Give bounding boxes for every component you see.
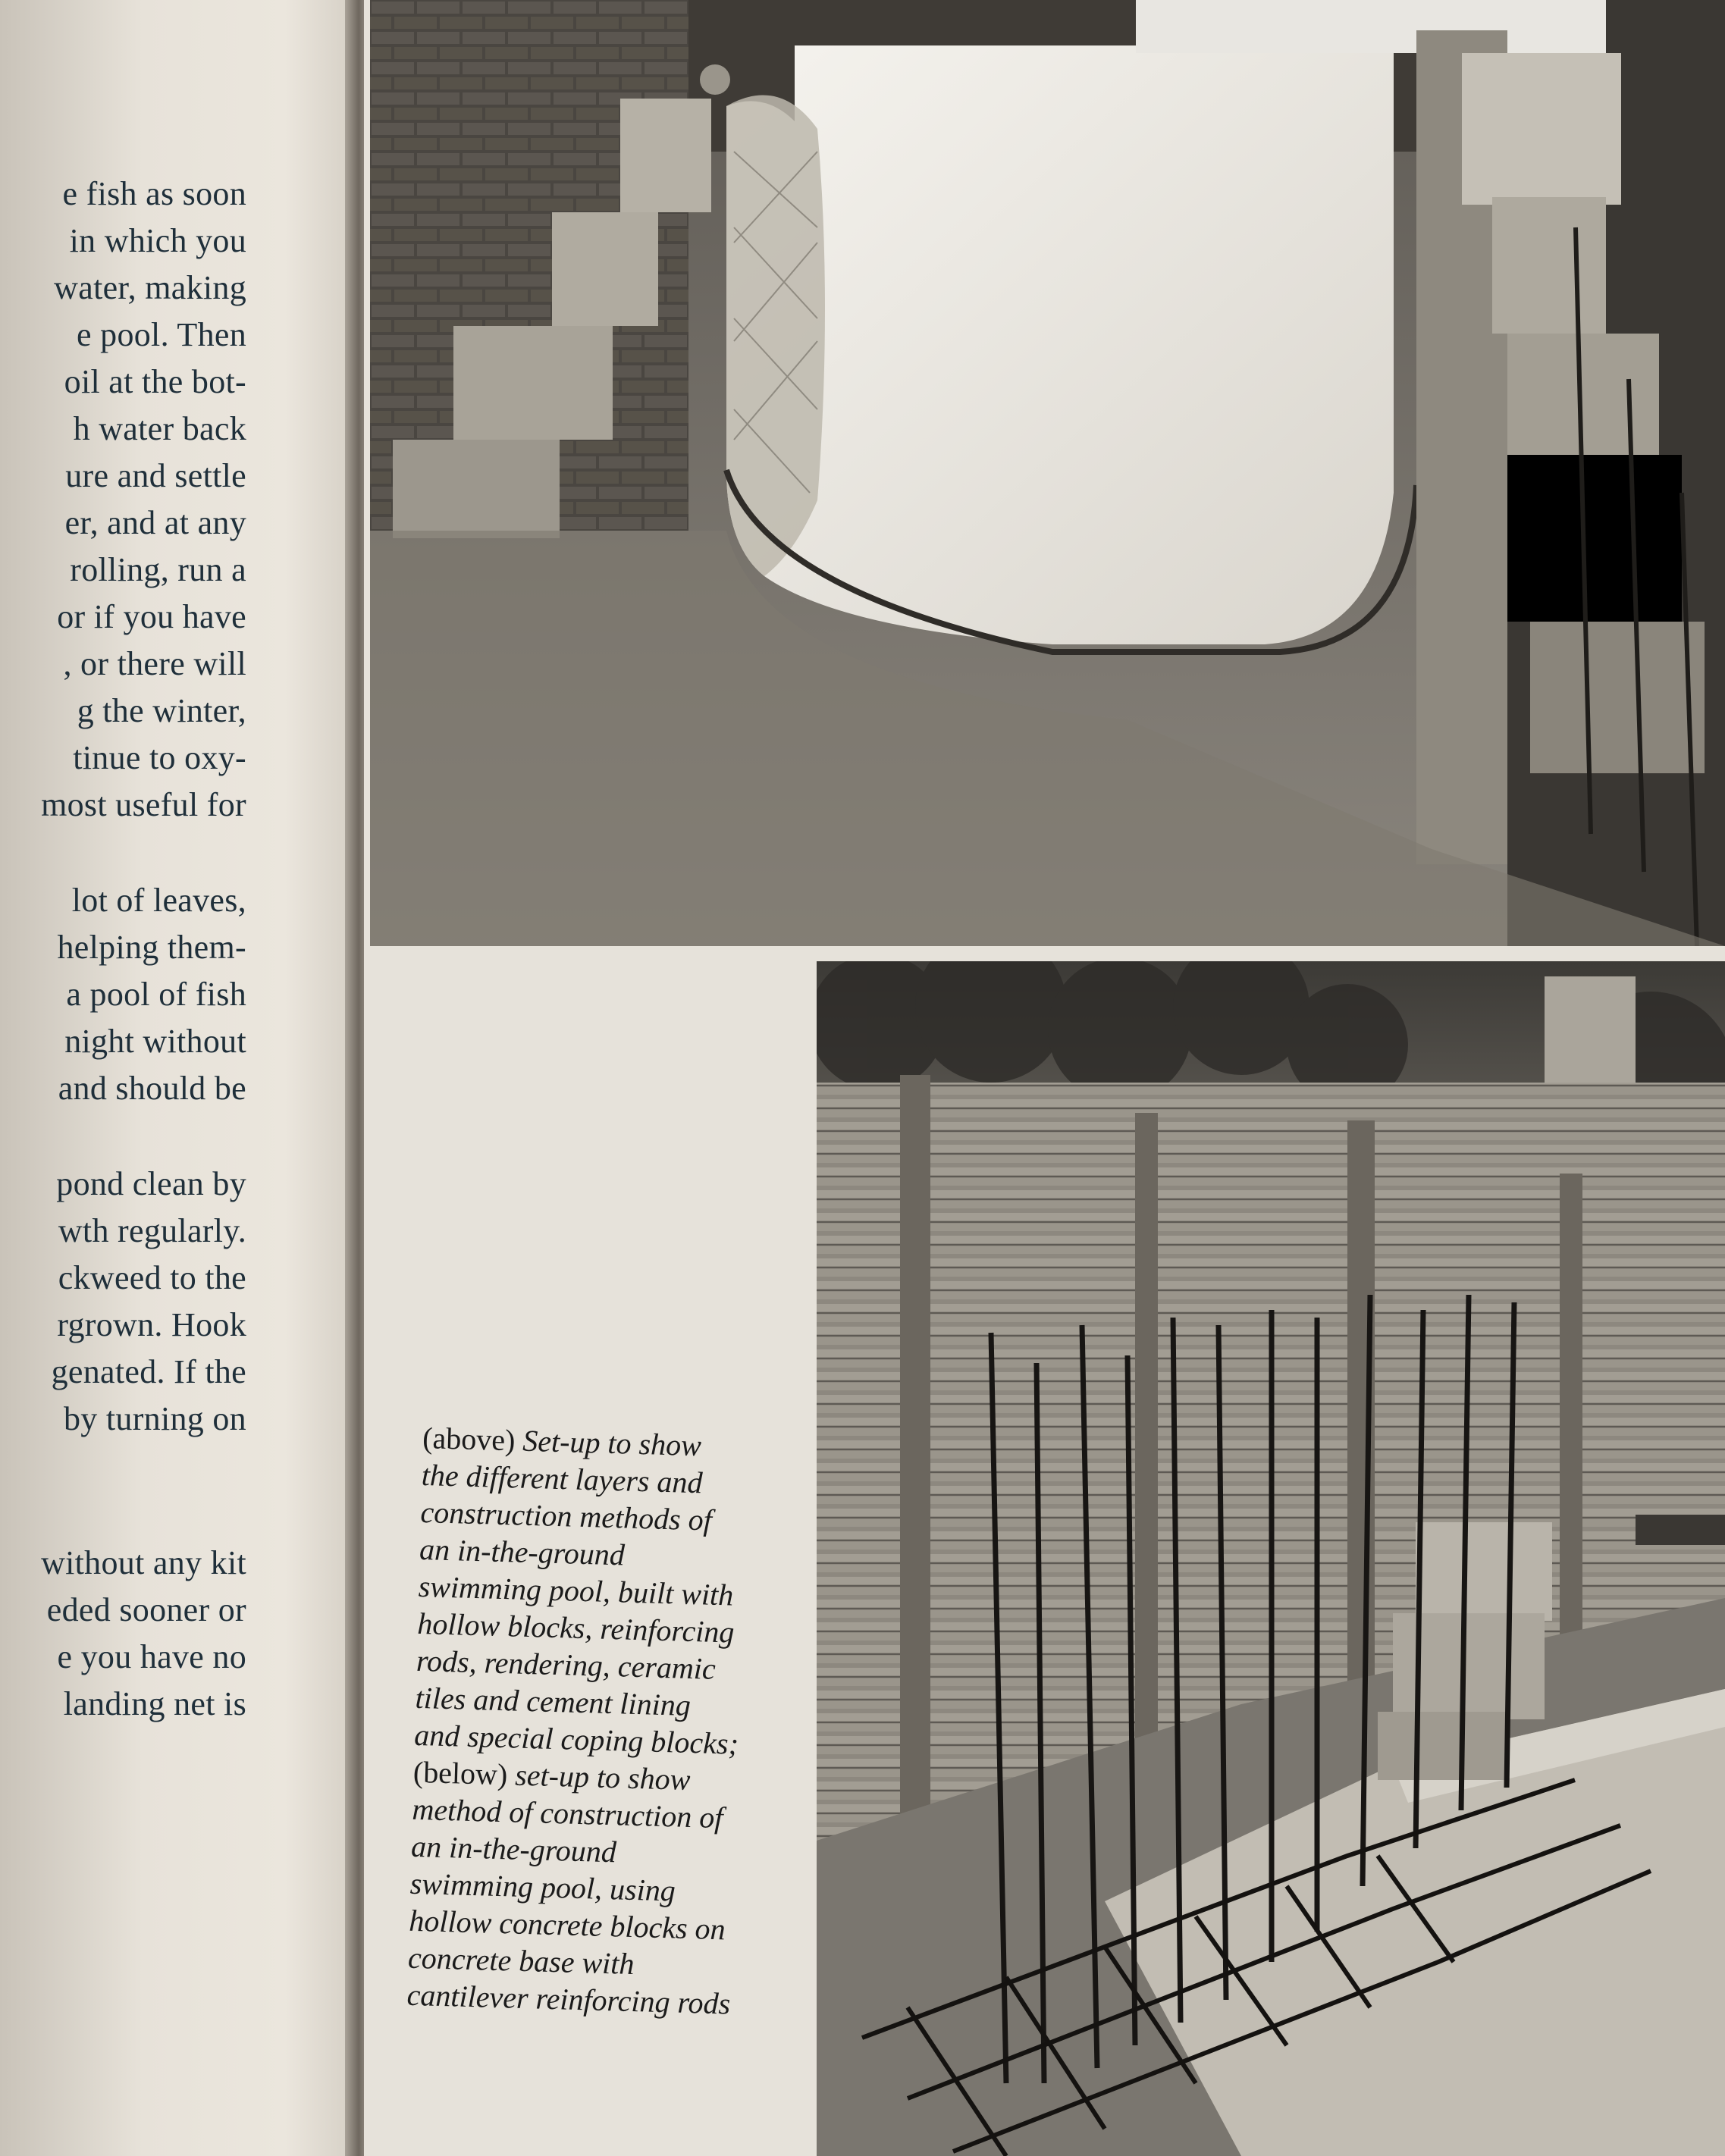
body-line: helping them- — [57, 929, 246, 966]
pool-construction-layers-photo — [370, 0, 1725, 946]
body-line: ure and settle — [65, 457, 246, 494]
body-line: pond clean by — [56, 1165, 246, 1202]
caption-line: swimming pool, using — [409, 1866, 676, 1908]
body-line: eded sooner or — [46, 1591, 246, 1628]
caption-above-tag: (above) — [422, 1420, 516, 1458]
caption-line: set-up to show — [514, 1757, 692, 1797]
caption-line: Set-up to show — [522, 1423, 702, 1463]
body-line: rolling, run a — [70, 551, 246, 588]
body-line: , or there will — [63, 645, 246, 682]
caption-line: rods, rendering, ceramic — [416, 1643, 717, 1686]
caption-line: hollow blocks, reinforcing — [416, 1606, 735, 1650]
body-line: e fish as soon — [62, 175, 246, 212]
body-text-column — [41, 171, 246, 1728]
body-line: g the winter, — [77, 692, 246, 729]
body-line: or if you have — [57, 598, 246, 635]
caption-line: construction methods of — [419, 1494, 713, 1537]
body-line: and should be — [58, 1070, 246, 1107]
caption-line: tiles and cement lining — [415, 1680, 692, 1722]
caption-line: cantilever reinforcing rods — [406, 1977, 731, 2021]
photo-caption — [406, 1419, 817, 2024]
body-line: a pool of fish — [66, 976, 246, 1013]
caption-line: swimming pool, built with — [418, 1568, 734, 1612]
body-line: oil at the bot- — [64, 363, 246, 400]
body-line: rgrown. Hook — [57, 1306, 246, 1343]
body-line: genated. If the — [51, 1353, 246, 1390]
body-line: by turning on — [63, 1400, 246, 1437]
body-line: er, and at any — [64, 504, 246, 541]
left-page — [0, 0, 356, 2156]
caption-line: method of construction of — [412, 1791, 724, 1835]
body-line: landing net is — [63, 1685, 246, 1722]
body-line: e pool. Then — [77, 316, 246, 353]
paragraph-gap — [41, 1443, 246, 1491]
body-line: without any kit — [41, 1544, 246, 1581]
body-line: tinue to oxy- — [73, 739, 246, 776]
pool-block-construction-photo — [817, 961, 1725, 2156]
right-page — [364, 0, 1725, 2156]
body-line: e you have no — [57, 1638, 246, 1675]
body-line: most useful for — [41, 786, 246, 823]
body-line: h water back — [73, 410, 246, 447]
body-line: night without — [64, 1023, 246, 1060]
body-line: ckweed to the — [58, 1259, 246, 1296]
paragraph-gap — [41, 829, 246, 877]
body-line: wth regularly. — [58, 1212, 246, 1249]
caption-line: an in-the-ground — [419, 1531, 626, 1572]
caption-line: the different layers and — [421, 1457, 704, 1500]
body-line: lot of leaves, — [71, 882, 246, 919]
caption-line: and special coping blocks; — [413, 1717, 739, 1761]
body-line: in which you — [69, 222, 246, 259]
caption-line: hollow concrete blocks on — [408, 1903, 726, 1947]
caption-line: an in-the-ground — [410, 1829, 617, 1869]
caption-below-tag: (below) — [412, 1754, 508, 1792]
paragraph-gap — [41, 1491, 246, 1540]
caption-line: concrete base with — [407, 1940, 635, 1982]
paragraph-gap — [41, 1112, 246, 1161]
body-line: water, making — [54, 269, 246, 306]
